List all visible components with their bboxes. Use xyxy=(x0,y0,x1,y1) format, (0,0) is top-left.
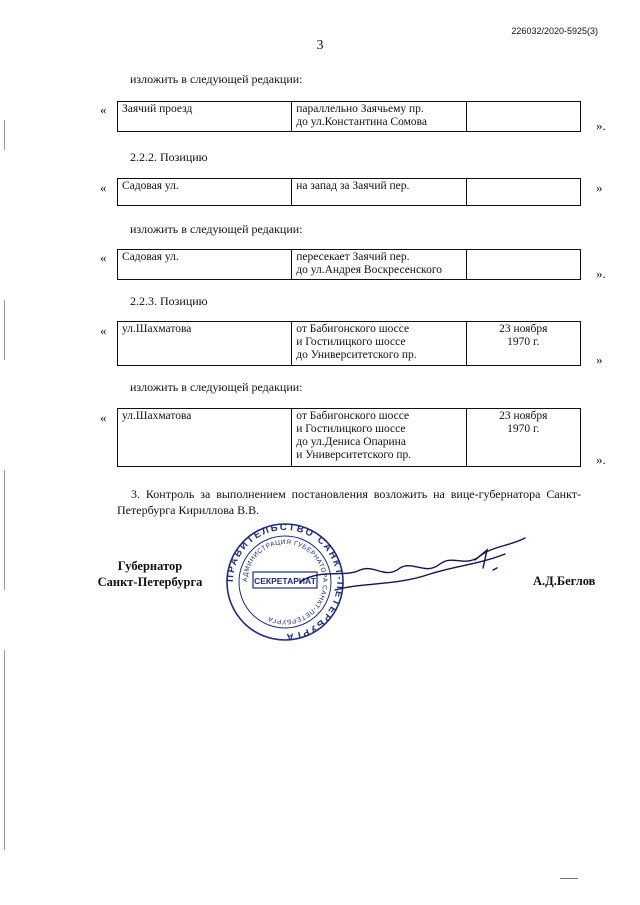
paragraph-heading: 2.2.3. Позицию xyxy=(130,294,208,308)
close-quote: » xyxy=(596,352,603,367)
signer-title: Губернатор Санкт-Петербурга xyxy=(97,559,203,589)
date-cell: 23 ноября 1970 г. xyxy=(466,322,581,366)
final-paragraph: 3. Контроль за выполнением постановления возложить на вице-губернатора Санкт-Петербурга Кириллова В.В. xyxy=(117,487,581,517)
close-quote: ». xyxy=(596,266,606,281)
open-quote: « xyxy=(100,180,107,195)
date-cell xyxy=(466,179,581,206)
street-description-cell: параллельно Заячьему пр. до ул.Константина Сомова xyxy=(292,102,466,132)
paragraph-heading: изложить в следующей редакции: xyxy=(130,380,303,394)
stamp-center-text: СЕКРЕТАРИАТ xyxy=(254,576,316,586)
street-name-cell: Садовая ул. xyxy=(118,179,292,206)
document-number: 226032/2020-5925(3) xyxy=(511,26,598,36)
open-quote: « xyxy=(100,410,107,425)
date-cell xyxy=(466,102,581,132)
street-name-cell: Заячий проезд xyxy=(118,102,292,132)
table-row xyxy=(117,101,581,132)
date-cell xyxy=(466,250,581,280)
table-row xyxy=(117,408,581,467)
street-name-cell: Садовая ул. xyxy=(118,250,292,280)
paragraph-heading: изложить в следующей редакции: xyxy=(130,222,303,236)
stamp-outer-text: ПРАВИТЕЛЬСТВО САНКТ-ПЕТЕРБУРГА xyxy=(225,521,346,643)
close-quote: ». xyxy=(596,452,606,467)
open-quote: « xyxy=(100,102,107,117)
stamp-inner-text: АДМИНИСТРАЦИЯ ГУБЕРНАТОРА САНКТ-ПЕТЕРБУРГА xyxy=(241,538,329,626)
margin-mark xyxy=(4,120,5,150)
open-quote: « xyxy=(100,323,107,338)
street-description-cell: от Бабигонского шоссе и Гостилицкого шоссе до Университетского пр. xyxy=(292,322,466,366)
margin-mark xyxy=(4,650,5,850)
street-description-cell: от Бабигонского шоссе и Гостилицкого шоссе до ул.Дениса Опарина и Университетского пр. xyxy=(292,409,466,467)
close-quote: ». xyxy=(596,118,606,133)
table-row xyxy=(117,249,581,280)
street-name-cell: ул.Шахматова xyxy=(118,409,292,467)
stamp-and-signature xyxy=(225,520,545,645)
date-cell: 23 ноября 1970 г. xyxy=(466,409,581,467)
street-description-cell: пересекает Заячий пер. до ул.Андрея Воскресенского xyxy=(292,250,466,280)
table-row xyxy=(117,321,581,366)
table-row xyxy=(117,178,581,206)
margin-mark xyxy=(4,300,5,360)
paragraph-heading: изложить в следующей редакции: xyxy=(130,72,303,86)
street-description-cell: на запад за Заячий пер. xyxy=(292,179,466,206)
page-number: 3 xyxy=(316,38,324,53)
open-quote: « xyxy=(100,250,107,265)
margin-mark xyxy=(4,470,5,590)
paragraph-heading: 2.2.2. Позицию xyxy=(130,150,208,164)
footer-mark xyxy=(560,878,578,879)
signer-name: А.Д.Беглов xyxy=(533,574,596,588)
street-name-cell: ул.Шахматова xyxy=(118,322,292,366)
close-quote: » xyxy=(596,180,603,195)
